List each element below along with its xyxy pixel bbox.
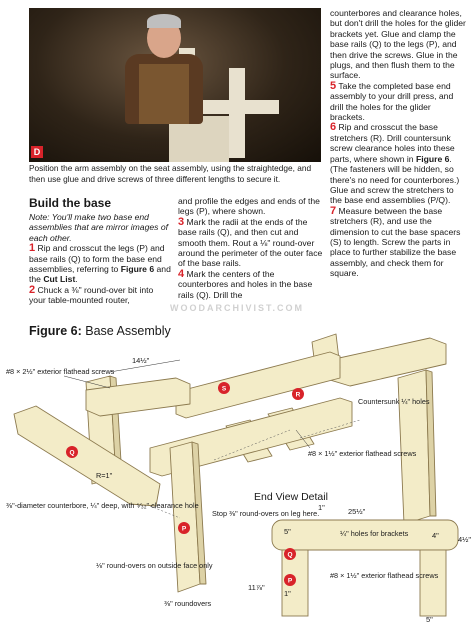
step-number: 1 xyxy=(29,242,36,255)
part-label: P xyxy=(181,525,187,533)
step-text: Mark the centers of the counterbores and holes in the base rails (Q). Drill the xyxy=(178,268,313,300)
photo-label-badge: D xyxy=(31,146,43,158)
step-number: 6 xyxy=(330,121,337,134)
watermark: WOODARCHIVIST.COM xyxy=(170,303,304,313)
workshop-photo xyxy=(29,8,321,162)
step-text: . (The fasteners will be hidden, so there's no need for counterbores.) Glue and screw the stretchers to the base end assemblies (P/Q). xyxy=(330,153,460,206)
part-label: R xyxy=(295,391,301,399)
end-view-badge-q xyxy=(284,548,296,560)
step-text: Measure between the base stretchers (R), and use the dimension to cut the base spacers (S) to length. Screw the parts in place to further stabilize the base assembly, and check them for square. xyxy=(330,205,461,279)
callout-text: #8 × 2½" exterior flathead screws xyxy=(6,367,115,376)
right-column-intro: counterbores and clearance holes, but don't drill the holes for the glider brackets yet. Glue and clamp the base rails (Q) to the legs (P), and then drive the screws. Glue in the plugs, and then flush them to the surface. xyxy=(330,8,466,81)
photo-bench-post xyxy=(229,68,245,158)
callout-screws-2half xyxy=(6,367,115,376)
step-text: and the xyxy=(29,264,171,285)
step-number: 2 xyxy=(29,283,36,296)
end-view-width: 25½" xyxy=(348,507,366,516)
step-4 xyxy=(178,269,324,300)
right-back-leg xyxy=(398,370,430,524)
callout-counterbore: ⅜"-diameter counterbore, ¼" deep, with ⁵⁄₃₂" clearance hole xyxy=(6,501,199,510)
step-text: Take the completed base end assembly to your drill press, and drill the holes for the glider brackets. xyxy=(330,80,454,123)
step-6 xyxy=(330,122,466,205)
callout-countersunk: Countersunk ¼" holes xyxy=(358,397,430,406)
dimension-14-half: 14½" xyxy=(132,356,150,365)
end-view-dim-5: 5" xyxy=(284,527,291,536)
step-text: Rip and crosscut the legs (P) and base rails (Q) to form the base end assemblies, referring to xyxy=(29,243,165,275)
end-view-holes: ¼" holes for brackets xyxy=(340,529,409,538)
figure-title-text: Base Assembly xyxy=(81,324,171,338)
photo-apron xyxy=(139,64,189,124)
photo-person-hair xyxy=(147,14,181,28)
part-badge-p xyxy=(178,522,190,534)
part-badge-q xyxy=(66,446,78,458)
callout-roundovers: ⅜" roundovers xyxy=(164,599,212,608)
end-view-height: 11⅞" xyxy=(248,583,265,592)
exploded-base-rail xyxy=(14,406,160,506)
step-number: 7 xyxy=(330,204,337,217)
part-badge-r xyxy=(292,388,304,400)
part-badge-s xyxy=(218,382,230,394)
end-view-height-top: 4½" xyxy=(458,535,472,544)
step-1 xyxy=(29,243,171,285)
step-text: Mark the radii at the ends of the base rails (Q), and then cut and smooth them. Rout a ⅛" round-over around the perimeter of the outer face of the base rails. xyxy=(178,216,323,269)
end-view-right-leg xyxy=(420,550,446,616)
end-view-dim-1-side: 1" xyxy=(284,589,291,598)
note: Note: You'll make two base end assemblies that are mirror images of each other. xyxy=(29,212,168,243)
step-text: Rip and crosscut the base stretchers (R). Drill countersunk screw clearance holes into these parts, where shown in xyxy=(330,122,455,164)
radius-label: R=1" xyxy=(96,471,113,480)
figure-ref: Figure 6 xyxy=(120,264,155,275)
figure-title-label: Figure 6: xyxy=(29,324,82,338)
step-text: . xyxy=(75,274,78,285)
callout-screws-1half: #8 × 1½" exterior flathead screws xyxy=(308,449,417,458)
step-5 xyxy=(330,81,466,123)
figure-ref: Figure 6 xyxy=(415,153,450,164)
right-column xyxy=(330,8,466,279)
cut-list-ref: Cut List xyxy=(43,274,76,285)
end-view-screws: #8 × 1½" exterior flathead screws xyxy=(330,571,439,580)
step-number: 4 xyxy=(178,267,185,280)
end-view-dim-5-bottom: 5" xyxy=(426,615,433,624)
middle-column xyxy=(178,196,324,300)
end-view-badge-p xyxy=(284,574,296,586)
step-7 xyxy=(330,206,466,279)
end-view-dim-4: 4" xyxy=(432,531,439,540)
callout-outside-face: ⅛" round-overs on outside face only xyxy=(96,561,213,570)
section-heading: Build the base xyxy=(29,196,112,210)
step-text: Chuck a ⅜" round-over bit into your table-mounted router, xyxy=(29,284,154,306)
callout-stop-roundover: Stop ⅜" round-overs on leg here. xyxy=(212,509,320,518)
end-view-title: End View Detail xyxy=(254,491,328,503)
middle-column-intro: and profile the edges and ends of the legs (P), where shown. xyxy=(178,196,320,217)
part-label: S xyxy=(221,385,227,393)
step-3 xyxy=(178,217,324,269)
end-view-dim-1: 1" xyxy=(318,503,325,512)
step-number: 3 xyxy=(178,215,185,228)
photo-caption: Position the arm assembly on the seat assembly, using the straightedge, and then use glue and drive screws of three different lengths to secure it. xyxy=(29,163,312,184)
part-label: P xyxy=(287,577,293,585)
part-label: Q xyxy=(69,449,75,457)
part-label: Q xyxy=(287,551,293,559)
step-number: 5 xyxy=(330,79,337,92)
base-assembly-diagram xyxy=(0,330,474,625)
left-column xyxy=(29,196,171,306)
